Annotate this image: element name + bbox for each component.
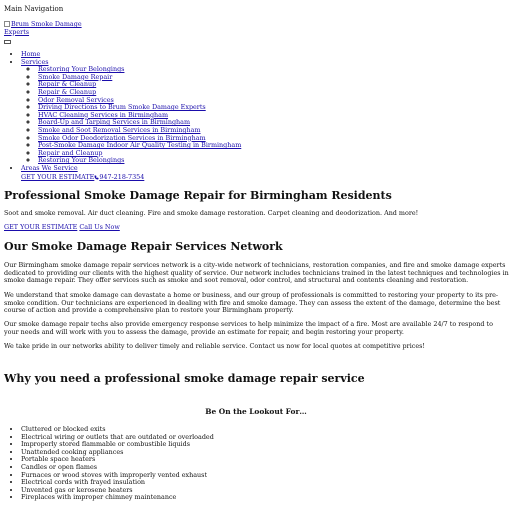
hero-estimate-link[interactable]: GET YOUR ESTIMATE (4, 223, 78, 231)
list-item: • Electrical wiring or outlets that are outdated or overloaded (21, 434, 214, 442)
services-submenu (21, 66, 241, 165)
hero-title: Professional Smoke Damage Repair for Birmingham Residents (4, 189, 392, 202)
list-item: • Improperly stored flammable or combustible liquids (21, 441, 214, 449)
nav-estimate-bar (21, 174, 144, 182)
fire-causes-list (0, 426, 214, 502)
list-item: • Candles or open flames (21, 464, 214, 472)
list-item: • Electrical cords with frayed insulation (21, 479, 214, 487)
submenu-link[interactable]: Repair & Cleanup (38, 87, 97, 96)
network-paragraph: Our smoke damage repair techs also provide emergency response services to help minimize the impact of a fire. Most are available 24/7 to respond to your needs and will work with you to assess the damage, provide an estimate for repair, and begin restoring your property. (4, 320, 493, 336)
nav-estimate-link[interactable]: GET YOUR ESTIMATE (21, 173, 95, 181)
submenu-link[interactable]: Smoke Odor Deodorization Services in Birmingham (38, 133, 206, 142)
nav-phone-link[interactable] (94, 173, 144, 181)
list-item: • Fireplaces with improper chimney maintenance (21, 494, 214, 502)
main-menu (0, 51, 241, 173)
network-section-title: Our Smoke Damage Repair Services Network (4, 240, 283, 253)
hero-cta-group (4, 224, 120, 232)
broken-image-icon (4, 21, 10, 27)
submenu-link[interactable]: Driving Directions to Brum Smoke Damage Experts (38, 103, 206, 112)
submenu-link[interactable]: Restoring Your Belongings (38, 65, 125, 74)
submenu-link[interactable]: Repair & Cleanup (38, 80, 97, 89)
list-item: • Cluttered or blocked exits (21, 426, 214, 434)
site-logo-link[interactable] (4, 21, 84, 36)
network-paragraph: We understand that smoke damage can devastate a home or business, and our group of professionals is committed to restoring your property to its pre-smoke condition. Our technicians are experienced in dealing with fire and smoke damage. They can assess the extent of the damage, determine the best course of action and provide a comprehensive plan to restore your Birmingham property. (4, 291, 501, 315)
list-item: • Unattended cooking appliances (21, 449, 214, 457)
submenu-link[interactable]: Odor Removal Services (38, 95, 114, 104)
main-navigation-heading: Main Navigation (4, 5, 64, 13)
submenu-link[interactable]: Smoke Damage Repair (38, 72, 113, 81)
network-paragraph: Our Birmingham smoke damage repair services network is a city-wide network of technicians, restoration companies, and fire and smoke damage experts dedicated to providing our clients with the highest quality of service. Our network includes technicians trained in the latest techniques and technologies in smoke damage repair. They offer services such as smoke and soot removal, odor control, and structural and contents cleaning and restoration. (4, 261, 509, 285)
submenu-link[interactable]: Board-Up and Tarping Services in Birmingham (38, 118, 191, 127)
network-paragraph: We take pride in our networks ability to deliver timely and reliable service. Contact us now for local quotes at competitive prices! (4, 342, 425, 350)
logo-alt-text: Brum Smoke Damage Experts (4, 20, 82, 36)
list-item: • Unvented gas or kerosene heaters (21, 487, 214, 495)
menu-link-services[interactable]: Services (21, 57, 49, 66)
hero-call-link[interactable]: Call Us Now (79, 223, 120, 231)
menu-item-areas (21, 165, 241, 173)
submenu-link[interactable]: Restoring Your Belongings (38, 156, 125, 165)
submenu-link[interactable]: Repair and Cleanup (38, 148, 103, 157)
submenu-link[interactable]: HVAC Cleaning Services in Birmingham (38, 110, 169, 119)
list-item: • Furnaces or wood stoves with improperly vented exhaust (21, 472, 214, 480)
hamburger-menu-button[interactable] (4, 40, 11, 44)
submenu-link[interactable]: Post-Smoke Damage Indoor Air Quality Testing in Birmingham (38, 141, 242, 150)
why-section-title: Why you need a professional smoke damage repair service (4, 372, 365, 385)
hero-subtitle: Soot and smoke removal. Air duct cleaning. Fire and smoke damage restoration. Carpet cleaning and deodorization. And more! (4, 209, 419, 217)
nav-phone-number: 947-218-7354 (99, 173, 145, 181)
menu-link-areas[interactable]: Areas We Service (21, 163, 78, 172)
menu-link-home[interactable]: Home (21, 50, 41, 58)
menu-item-services (21, 59, 241, 165)
menu-item-home (21, 51, 241, 59)
list-item: • Portable space heaters (21, 456, 214, 464)
submenu-link[interactable]: Smoke and Soot Removal Services in Birmingham (38, 125, 201, 134)
lookout-title: Be On the Lookout For… (205, 407, 307, 416)
